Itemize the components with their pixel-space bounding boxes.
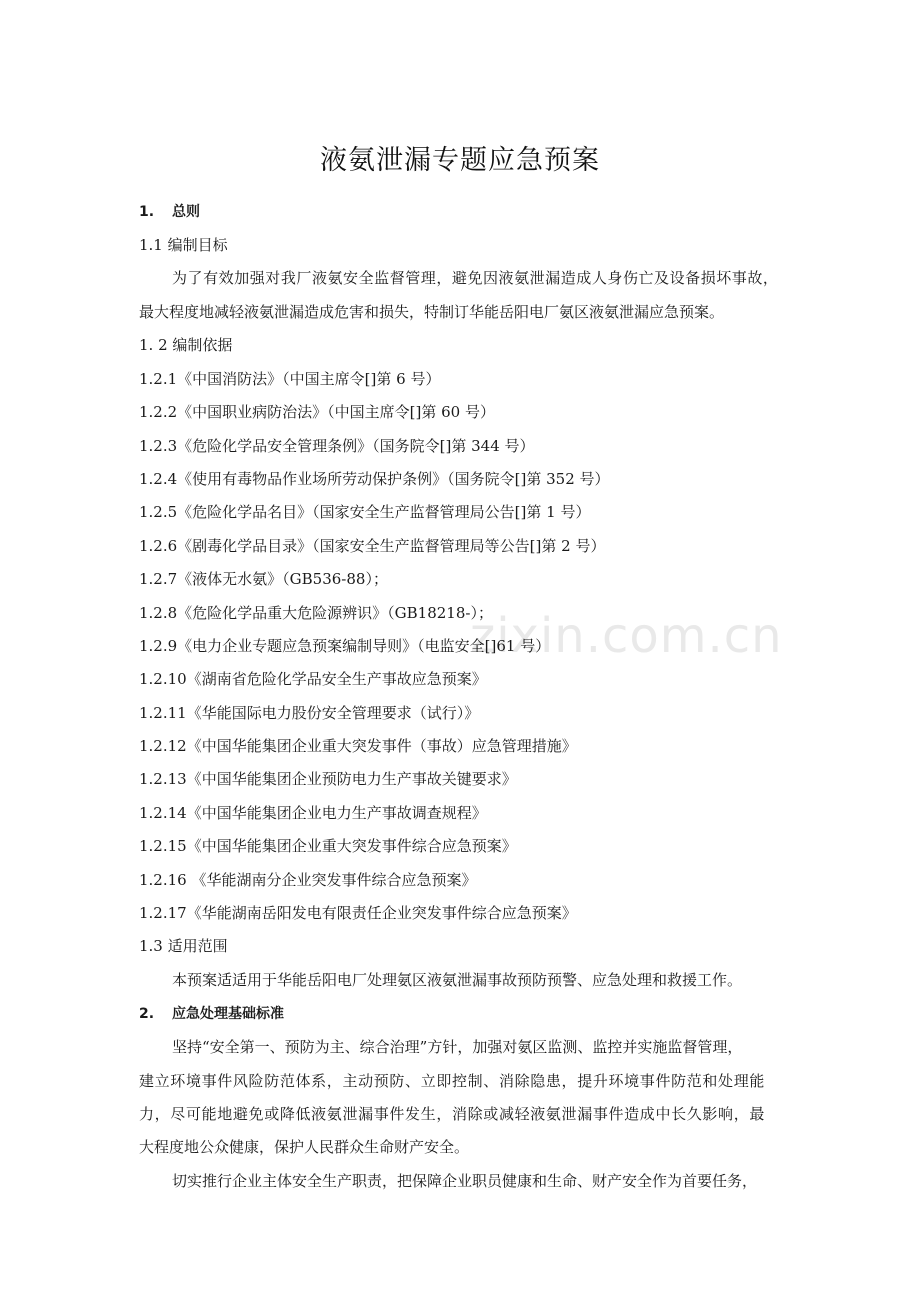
paragraph-line: 力，尽可能地避免或降低液氨泄漏事件发生，消除或减轻液氨泄漏事件造成中长久影响，最 bbox=[139, 1105, 766, 1123]
reference-item: 1.2.7《液体无水氨》（GB536-88）； bbox=[139, 570, 388, 588]
reference-item: 1.2.10《湖南省危险化学品安全生产事故应急预案》 bbox=[139, 670, 487, 688]
reference-item: 1.2.11《华能国际电力股份安全管理要求（试行）》 bbox=[139, 704, 480, 722]
section-label: 总则 bbox=[172, 204, 200, 220]
reference-item: 1.2.5《危险化学品名目》（国家安全生产监督管理局公告[]第 1 号） bbox=[139, 503, 591, 521]
paragraph-line: 大程度地公众健康，保护人民群众生命财产安全。 bbox=[139, 1138, 470, 1156]
subsection-heading-1-2: 1. 2 编制依据 bbox=[139, 336, 233, 354]
paragraph-line: 为了有效加强对我厂液氨安全监督管理，避免因液氨泄漏造成人身伤亡及设备损坏事故， bbox=[172, 269, 779, 287]
reference-item: 1.2.15《中国华能集团企业重大突发事件综合应急预案》 bbox=[139, 837, 517, 855]
document-title: 液氨泄漏专题应急预案 bbox=[320, 145, 600, 176]
reference-item: 1.2.4《使用有毒物品作业场所劳动保护条例》（国务院令[]第 352 号） bbox=[139, 470, 610, 488]
section-number: 1. bbox=[139, 204, 155, 220]
paragraph-line: 最大程度地减轻液氨泄漏造成危害和损失，特制订华能岳阳电厂氨区液氨泄漏应急预案。 bbox=[139, 303, 725, 321]
reference-item: 1.2.12《中国华能集团企业重大突发事件（事故）应急管理措施》 bbox=[139, 737, 577, 755]
paragraph-line: 切实推行企业主体安全生产职责，把保障企业职员健康和生命、财产安全作为首要任务， bbox=[172, 1172, 758, 1190]
reference-item: 1.2.13《中国华能集团企业预防电力生产事故关键要求》 bbox=[139, 770, 517, 788]
reference-item: 1.2.3《危险化学品安全管理条例》（国务院令[]第 344 号） bbox=[139, 437, 535, 455]
reference-item: 1.2.8《危险化学品重大危险源辨识》（GB18218-）； bbox=[139, 604, 493, 622]
reference-item: 1.2.9《电力企业专题应急预案编制导则》（电监安全[]61 号） bbox=[139, 637, 551, 655]
reference-item: 1.2.1《中国消防法》（中国主席令[]第 6 号） bbox=[139, 370, 441, 388]
reference-item: 1.2.14《中国华能集团企业电力生产事故调查规程》 bbox=[139, 804, 487, 822]
paragraph-line: 坚持“安全第一、预防为主、综合治理”方针，加强对氨区监测、监控并实施监督管理， bbox=[172, 1038, 743, 1056]
reference-item: 1.2.2《中国职业病防治法》（中国主席令[]第 60 号） bbox=[139, 403, 495, 421]
section-heading-1 bbox=[139, 202, 200, 222]
reference-item: 1.2.17《华能湖南岳阳发电有限责任企业突发事件综合应急预案》 bbox=[139, 904, 577, 922]
section-number: 2. bbox=[139, 1006, 155, 1022]
reference-item: 1.2.6《剧毒化学品目录》（国家安全生产监督管理局等公告[]第 2 号） bbox=[139, 537, 606, 555]
subsection-heading-1-3: 1.3 适用范围 bbox=[139, 937, 228, 955]
section-label: 应急处理基础标准 bbox=[172, 1006, 284, 1022]
section-heading-2 bbox=[139, 1004, 284, 1024]
subsection-heading-1-1: 1.1 编制目标 bbox=[139, 236, 228, 254]
paragraph-line: 本预案适适用于华能岳阳电厂处理氨区液氨泄漏事故预防预警、应急处理和救援工作。 bbox=[172, 971, 743, 989]
paragraph-line: 建立环境事件风险防范体系，主动预防、立即控制、消除隐患，提升环境事件防范和处理能 bbox=[139, 1072, 766, 1090]
watermark: zixin.com.cn bbox=[470, 608, 783, 664]
reference-item: 1.2.16 《华能湖南分企业突发事件综合应急预案》 bbox=[139, 871, 477, 889]
